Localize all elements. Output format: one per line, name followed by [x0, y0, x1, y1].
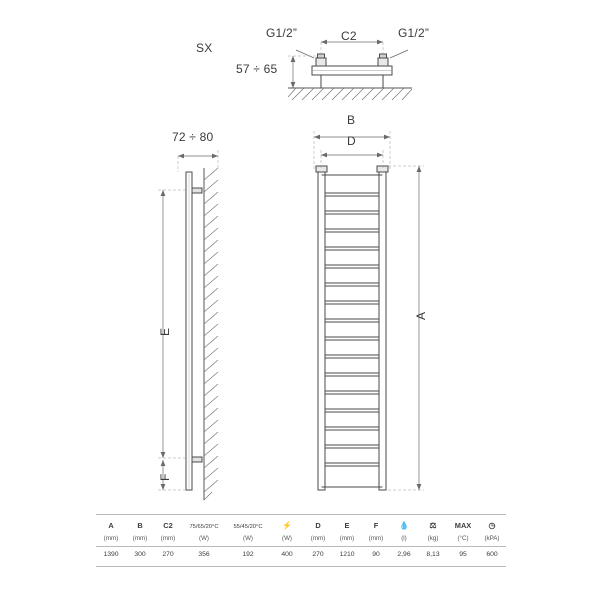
- value-cell-weight: 8,13: [426, 551, 440, 558]
- wall-gap-dimension-label: 57 ÷ 65: [236, 62, 278, 76]
- dimension-f-label: F: [158, 473, 172, 481]
- header-cell-volume: [390, 515, 418, 533]
- table-rule-bottom: [96, 566, 506, 567]
- side-view-label: SX: [196, 41, 213, 55]
- value-cell-c2: 270: [162, 551, 174, 558]
- value-cell-e: 1210: [339, 551, 355, 558]
- units-cell-volume: (l): [401, 535, 407, 542]
- left-thread-label: G1/2”: [266, 26, 298, 40]
- header-cell-a: A: [108, 520, 114, 530]
- units-cell-pressure: (kPA): [484, 535, 500, 542]
- value-cell-b: 300: [134, 551, 146, 558]
- header-cell-weight: [418, 515, 448, 533]
- units-cell-max-temp: (°C): [457, 535, 469, 542]
- units-cell-output-7565: (W): [199, 535, 209, 542]
- value-cell-volume: 2,96: [397, 551, 411, 558]
- header-cell-electric: [270, 515, 304, 533]
- value-cell-f: 90: [372, 551, 380, 558]
- depth-dimension-label: 72 ÷ 80: [172, 130, 214, 144]
- header-cell-output-5545: 55/45/20°C: [233, 523, 263, 530]
- units-cell-output-5545: (W): [243, 535, 253, 542]
- value-cell-max-temp: 95: [459, 551, 467, 558]
- units-cell-weight: (kg): [427, 535, 439, 542]
- units-cell-f: (mm): [368, 535, 384, 542]
- dimension-a-label: A: [414, 311, 428, 320]
- value-cell-output-7565: 356: [198, 551, 210, 558]
- table-header-row: [96, 515, 506, 533]
- dimension-d-label: D: [347, 134, 356, 148]
- specification-table: [96, 515, 506, 562]
- right-thread-label: G1/2”: [398, 26, 430, 40]
- table-values-row: [96, 544, 506, 562]
- units-cell-e: (mm): [339, 535, 355, 542]
- header-cell-pressure: [478, 515, 506, 533]
- weight-icon: ⚖: [429, 520, 437, 530]
- value-cell-pressure: 600: [486, 551, 498, 558]
- units-cell-b: (mm): [132, 535, 148, 542]
- units-cell-a: (mm): [103, 535, 119, 542]
- header-cell-c2: C2: [163, 520, 173, 530]
- dimension-b-label: B: [347, 113, 356, 127]
- header-cell-d: D: [315, 520, 321, 530]
- bolt-icon: ⚡: [282, 520, 292, 530]
- header-cell-f: F: [373, 520, 379, 530]
- gauge-icon: ◷: [488, 520, 496, 530]
- value-cell-d: 270: [312, 551, 324, 558]
- value-cell-electric: 400: [281, 551, 293, 558]
- table-units-row: [96, 533, 506, 544]
- dimension-e-label: E: [158, 327, 172, 336]
- droplet-icon: 💧: [399, 520, 409, 530]
- value-cell-output-5545: 192: [242, 551, 254, 558]
- value-cell-a: 1390: [103, 551, 119, 558]
- header-cell-b: B: [137, 520, 143, 530]
- header-cell-e: E: [344, 520, 350, 530]
- units-cell-d: (mm): [310, 535, 326, 542]
- header-cell-max-temp: MAX: [454, 520, 472, 530]
- units-cell-electric: (W): [282, 535, 292, 542]
- c2-dimension-label: C2: [341, 29, 357, 43]
- header-cell-output-7565: 75/65/20°C: [189, 523, 219, 530]
- units-cell-c2: (mm): [160, 535, 176, 542]
